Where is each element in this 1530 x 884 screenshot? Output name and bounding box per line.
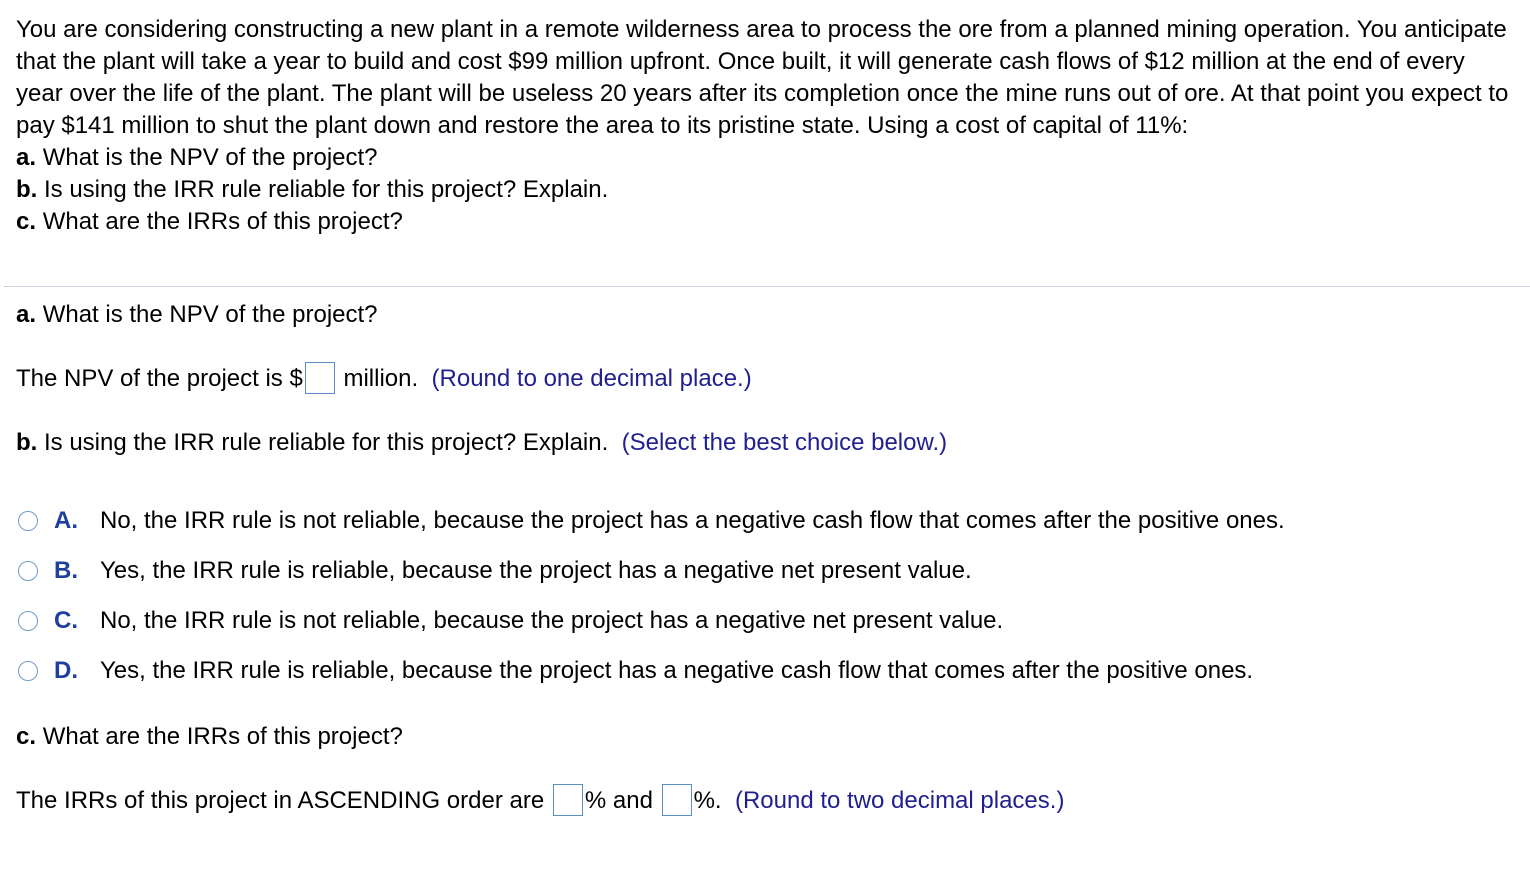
choice-b[interactable] (18, 555, 972, 587)
part-b-letter: b. (16, 429, 38, 456)
choice-b-radio[interactable] (18, 561, 38, 581)
irr-suffix: %. (693, 787, 722, 814)
part-c-heading (16, 721, 403, 753)
irr-prefix: The IRRs of this project in ASCENDING order are (16, 787, 545, 814)
npv-hint: (Round to one decimal place.) (431, 365, 752, 392)
irr-middle: % and (584, 787, 653, 814)
section-divider (4, 286, 1530, 287)
choice-c[interactable] (18, 605, 1003, 637)
irr-hint: (Round to two decimal places.) (734, 787, 1065, 814)
part-a-letter: a. (16, 301, 37, 328)
question-b-text: Is using the IRR rule reliable for this project? Explain. (44, 176, 609, 203)
part-c-answer-line (16, 785, 1064, 818)
choice-d-text: Yes, the IRR rule is reliable, because the project has a negative cash flow that comes after the positive ones. (100, 657, 1254, 684)
part-c-question: What are the IRRs of this project? (42, 723, 403, 750)
part-a-question: What is the NPV of the project? (42, 301, 378, 328)
question-a-line (16, 142, 1516, 174)
npv-prefix: The NPV of the project is $ (16, 365, 303, 392)
question-c-line (16, 206, 1516, 238)
part-b-heading (16, 427, 947, 459)
part-a-answer-line (16, 363, 752, 396)
choice-b-text: Yes, the IRR rule is reliable, because the project has a negative net present value. (100, 557, 972, 584)
choice-d[interactable] (18, 655, 1253, 687)
question-c-text: What are the IRRs of this project? (42, 208, 403, 235)
choice-c-radio[interactable] (18, 611, 38, 631)
question-b-line (16, 174, 1516, 206)
choice-d-letter: D. (54, 657, 78, 684)
irr-input-1[interactable] (553, 784, 583, 816)
choice-b-letter: B. (54, 557, 78, 584)
problem-statement: You are considering constructing a new plant in a remote wilderness area to process the ore from a planned mining operation. You anticipate that the plant will take a year to build and cost $99 million upfront. Once built, it will generate cash flows of $12 million at the end of every year over the life of the plant. The plant will be useless 20 years after its completion once the mine runs out of ore. At that point you expect to pay $141 million to shut the plant down and restore the area to its pristine state. Using a cost of capital of 11%: (16, 16, 1509, 139)
question-c-letter: c. (16, 208, 37, 235)
choice-c-text: No, the IRR rule is not reliable, because the project has a negative net present value. (100, 607, 1004, 634)
npv-suffix: million. (343, 365, 419, 392)
question-a-letter: a. (16, 144, 37, 171)
part-b-question: Is using the IRR rule reliable for this project? Explain. (44, 429, 609, 456)
part-c-letter: c. (16, 723, 37, 750)
choice-d-radio[interactable] (18, 661, 38, 681)
question-b-letter: b. (16, 176, 38, 203)
choice-a-radio[interactable] (18, 511, 38, 531)
part-a-heading (16, 299, 378, 331)
choice-a-letter: A. (54, 507, 78, 534)
problem-statement-block (16, 14, 1516, 238)
choice-c-letter: C. (54, 607, 78, 634)
choice-a-text: No, the IRR rule is not reliable, because the project has a negative cash flow that comes after the positive ones. (100, 507, 1285, 534)
question-a-text: What is the NPV of the project? (42, 144, 378, 171)
npv-input[interactable] (305, 362, 335, 394)
part-b-hint: (Select the best choice below.) (621, 429, 948, 456)
irr-input-2[interactable] (662, 784, 692, 816)
choice-a[interactable] (18, 505, 1285, 537)
